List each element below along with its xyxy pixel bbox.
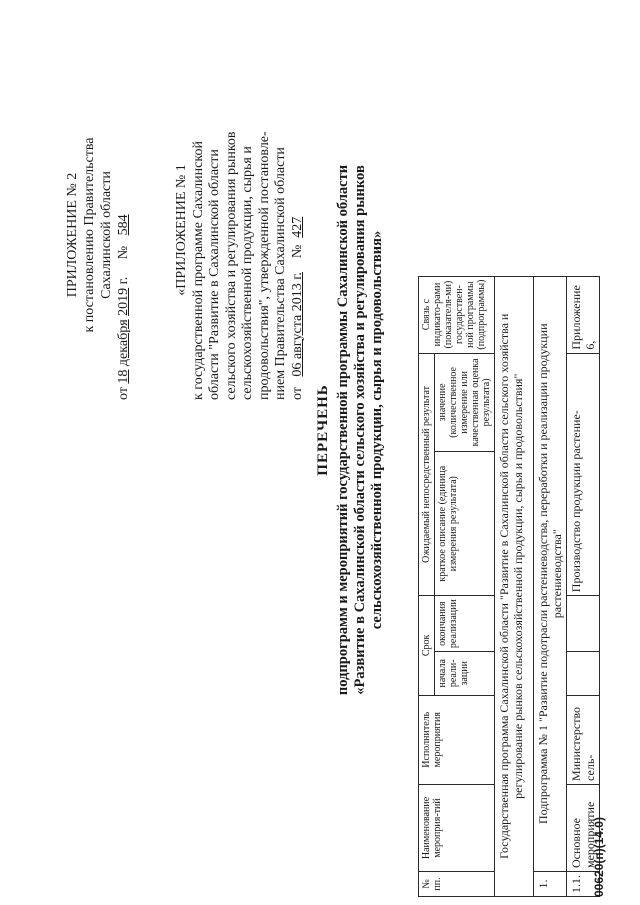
header-num: № пп. — [419, 872, 495, 897]
number-sign: № — [289, 244, 305, 259]
program-table — [418, 17, 600, 897]
header-start: начала реали-зации — [435, 652, 495, 695]
header-name: Наименование мероприя-тий — [419, 784, 495, 871]
footer-code: 00620(п)(14.0) — [592, 817, 606, 897]
row-executor: Министерство сель- — [567, 695, 600, 784]
appendix-2-date-line — [115, 70, 132, 400]
date-day: 18 — [116, 369, 131, 384]
appendix-1-line: продовольствия", утвержденной постановле- — [256, 131, 272, 400]
appendix-1-block — [174, 60, 306, 400]
heading-line3: сельскохозяйственной продукции, сырья и продовольствия» — [369, 230, 385, 630]
header-value: значение (количественное измерение или качественная оценка результата) — [435, 353, 495, 452]
row-link: Приложение 6, — [567, 276, 600, 353]
header-term: Срок — [419, 596, 435, 695]
date-year: 2019 — [116, 287, 131, 316]
heading-line1: подпрограмм и мероприятий государственной программы Сахалинской области — [335, 164, 351, 696]
ot-label: от — [116, 387, 131, 400]
row-result: Производство продукции растение- — [567, 353, 600, 596]
document-heading — [315, 15, 386, 845]
appendix-1-title: «ПРИЛОЖЕНИЕ № 1 — [174, 164, 189, 296]
appendix-1-number: 427 — [289, 216, 305, 238]
number-sign: № — [116, 245, 131, 260]
header-end: окончания реализации — [435, 596, 495, 652]
appendix-1-line: к государственной программе Сахалинской — [190, 141, 206, 400]
appendix-1-line: нием Правительства Сахалинской области — [273, 147, 288, 400]
appendix-2-title: ПРИЛОЖЕНИЕ № 2 — [65, 172, 80, 298]
appendix-2-block — [64, 70, 132, 400]
header-executor: Исполнитель мероприятия — [419, 695, 495, 784]
row-start — [567, 652, 600, 695]
date-month: декабря — [116, 319, 131, 367]
program-row: Государственная программа Сахалинской области "Развитие в Сахалинской области сельского хозяйства и регулирование рынков сельскохозяйственной продукции, сырья и продовольствия" — [495, 276, 534, 896]
row-name: Основное мероприятие — [567, 784, 600, 871]
appendix-1-date: 06 августа 2013 г. — [289, 272, 305, 377]
appendix-1-line: области "Развитие в Сахалинской области — [207, 149, 222, 400]
heading-line2: «Развитие в Сахалинской области сельского хозяйства и регулирования рынков — [352, 165, 368, 695]
header-brief: краткое описание (единица измерения результата) — [435, 452, 495, 596]
appendix-1-date-line — [290, 60, 307, 400]
table-header-row — [419, 17, 435, 897]
row-num: 1.1. — [567, 872, 600, 897]
appendix-2-line2: Сахалинской области — [99, 171, 114, 299]
appendix-2-line1: к постановлению Правительства — [82, 137, 97, 333]
subprogram-num: 1. — [534, 872, 567, 897]
heading-title: ПЕРЕЧЕНЬ — [315, 384, 331, 476]
header-result: Ожидаемый непосредственный результат — [419, 353, 435, 596]
decree-number: 584 — [116, 214, 131, 236]
header-link: Связь с индикато-рами (показателя-ми) государствен-ной программы (подпрограммы) — [419, 276, 495, 353]
blank-area — [419, 17, 600, 276]
ot-label: от — [289, 387, 305, 400]
date-year-suffix: г. — [116, 276, 131, 285]
row-end — [567, 596, 600, 652]
appendix-1-line: сельскохозяйственной продукции, сырья и — [240, 146, 255, 400]
appendix-1-line: сельского хозяйства и регулирования рынков — [223, 131, 239, 400]
subprogram-title: Подпрограмма № 1 "Развитие подотрасли растениеводства, переработки и реализации продукции растениеводства" — [534, 276, 567, 871]
